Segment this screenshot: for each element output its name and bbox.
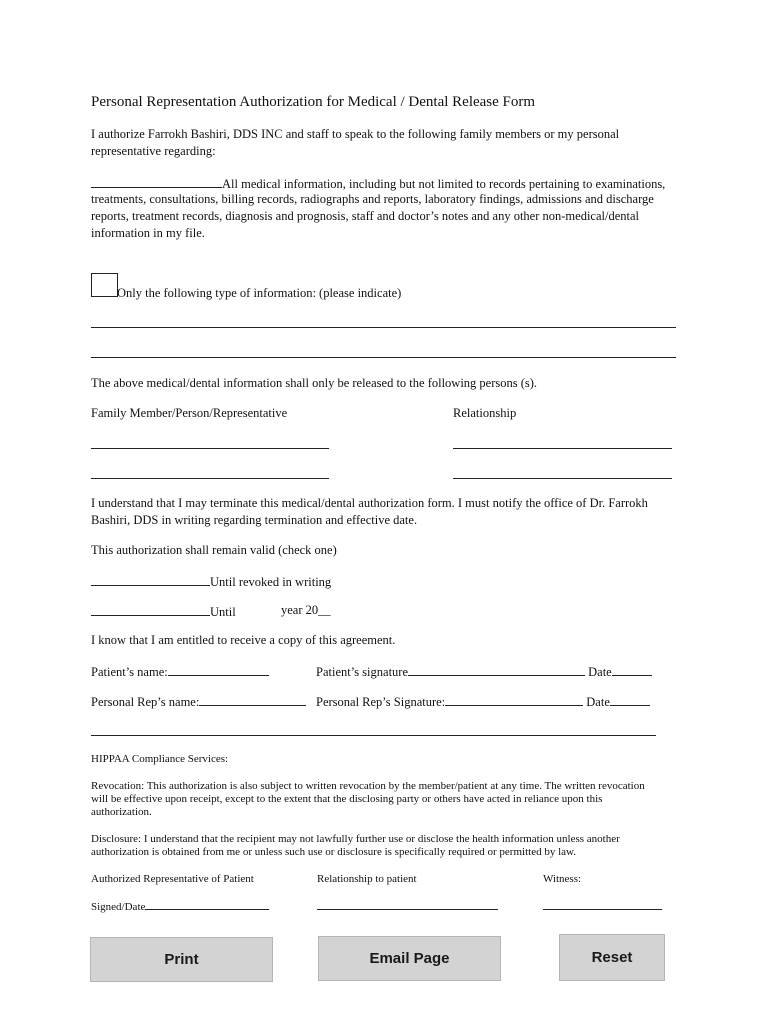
terminate-line-2: Bashiri, DDS in writing regarding termination and effective date.: [91, 513, 418, 527]
patient-signature-field[interactable]: [408, 663, 585, 676]
person-field-2[interactable]: [91, 478, 329, 479]
print-button[interactable]: Print: [90, 937, 273, 982]
patient-name-row: [91, 663, 269, 680]
patient-signature-row: [316, 663, 652, 680]
reset-button[interactable]: Reset: [559, 934, 665, 981]
witness-field[interactable]: [543, 909, 662, 910]
patient-signature-label: Patient’s signature: [316, 665, 408, 679]
patient-date-field[interactable]: [612, 663, 652, 676]
disclosure-line-1: Disclosure: I understand that the recipient may not lawfully further use or disclose the health information unless another: [91, 833, 620, 845]
rep-date-field[interactable]: [610, 693, 650, 706]
disclosure-line-2: authorization is obtained from me or unless such use or disclosure is specifically required or permitted by law.: [91, 846, 576, 858]
rep-date-label: Date: [586, 695, 610, 709]
all-info-line-3: reports, treatment records, diagnosis and prognosis, staff and doctor’s notes and any other non-medical/dental: [91, 209, 640, 223]
relationship-label: Relationship to patient: [317, 873, 417, 885]
revocation-line-2: will be effective upon receipt, except to the extent that the disclosing party or others have acted in reliance upon this: [91, 793, 603, 805]
all-info-line-4: information in my file.: [91, 226, 205, 240]
hipaa-heading: HIPPAA Compliance Services:: [91, 753, 229, 765]
all-info-text: All medical information, including but not limited to records pertaining to examinations,: [222, 177, 666, 191]
rep-name-label: Personal Rep’s name:: [91, 695, 200, 709]
patient-name-field[interactable]: [168, 663, 269, 676]
signed-date-row: [91, 899, 269, 915]
signed-date-field[interactable]: [145, 899, 269, 910]
col-person-header: Family Member/Person/Representative: [91, 406, 288, 420]
relationship-field[interactable]: [317, 909, 498, 910]
revoked-label: Until revoked in writing: [210, 575, 332, 589]
signed-date-label: Signed/Date: [91, 901, 146, 913]
released-to-text: The above medical/dental information shall only be released to the following persons (s).: [91, 376, 538, 390]
only-following-label: Only the following type of information: (please indicate): [117, 286, 402, 300]
rep-signature-label: Personal Rep’s Signature:: [316, 695, 446, 709]
revocation-line-3: authorization.: [91, 806, 152, 818]
rep-name-row: [91, 693, 306, 710]
until-label: Until: [210, 605, 236, 619]
revocation-line-1: Revocation: This authorization is also subject to written revocation by the member/patient at any time. The written revocation: [91, 780, 645, 792]
validity-option-1: [91, 573, 331, 590]
intro-line-1: I authorize Farrokh Bashiri, DDS INC and staff to speak to the following family members or my personal: [91, 127, 620, 141]
validity-heading: This authorization shall remain valid (check one): [91, 543, 337, 557]
rep-name-field[interactable]: [199, 693, 306, 706]
patient-name-label: Patient’s name:: [91, 665, 168, 679]
info-type-line-1[interactable]: [91, 327, 676, 328]
only-following-checkbox[interactable]: [91, 273, 118, 297]
intro-line-2: representative regarding:: [91, 144, 216, 158]
until-check-blank[interactable]: [91, 603, 210, 616]
terminate-line-1: I understand that I may terminate this medical/dental authorization form. I must notify the office of Dr. Farrokh: [91, 496, 648, 510]
col-relationship-header: Relationship: [453, 406, 517, 420]
all-info-line-1: [91, 175, 665, 192]
relationship-field-2[interactable]: [453, 478, 672, 479]
rep-signature-field[interactable]: [445, 693, 583, 706]
section-divider: [91, 735, 656, 736]
info-type-line-2[interactable]: [91, 357, 676, 358]
validity-option-2: [91, 603, 236, 620]
year-label: year 20__: [281, 603, 331, 617]
auth-rep-label: Authorized Representative of Patient: [91, 873, 254, 885]
email-page-button[interactable]: Email Page: [318, 936, 501, 981]
witness-label: Witness:: [543, 873, 582, 885]
relationship-field-1[interactable]: [453, 448, 672, 449]
all-info-line-2: treatments, consultations, billing records, radiographs and reports, laboratory findings, admissions and discharge: [91, 192, 654, 206]
patient-date-label: Date: [588, 665, 612, 679]
person-field-1[interactable]: [91, 448, 329, 449]
revoked-check-blank[interactable]: [91, 573, 210, 586]
copy-notice: I know that I am entitled to receive a copy of this agreement.: [91, 633, 396, 647]
all-info-blank[interactable]: [91, 175, 222, 188]
rep-signature-row: [316, 693, 650, 710]
form-title: Personal Representation Authorization for Medical / Dental Release Form: [91, 94, 536, 110]
